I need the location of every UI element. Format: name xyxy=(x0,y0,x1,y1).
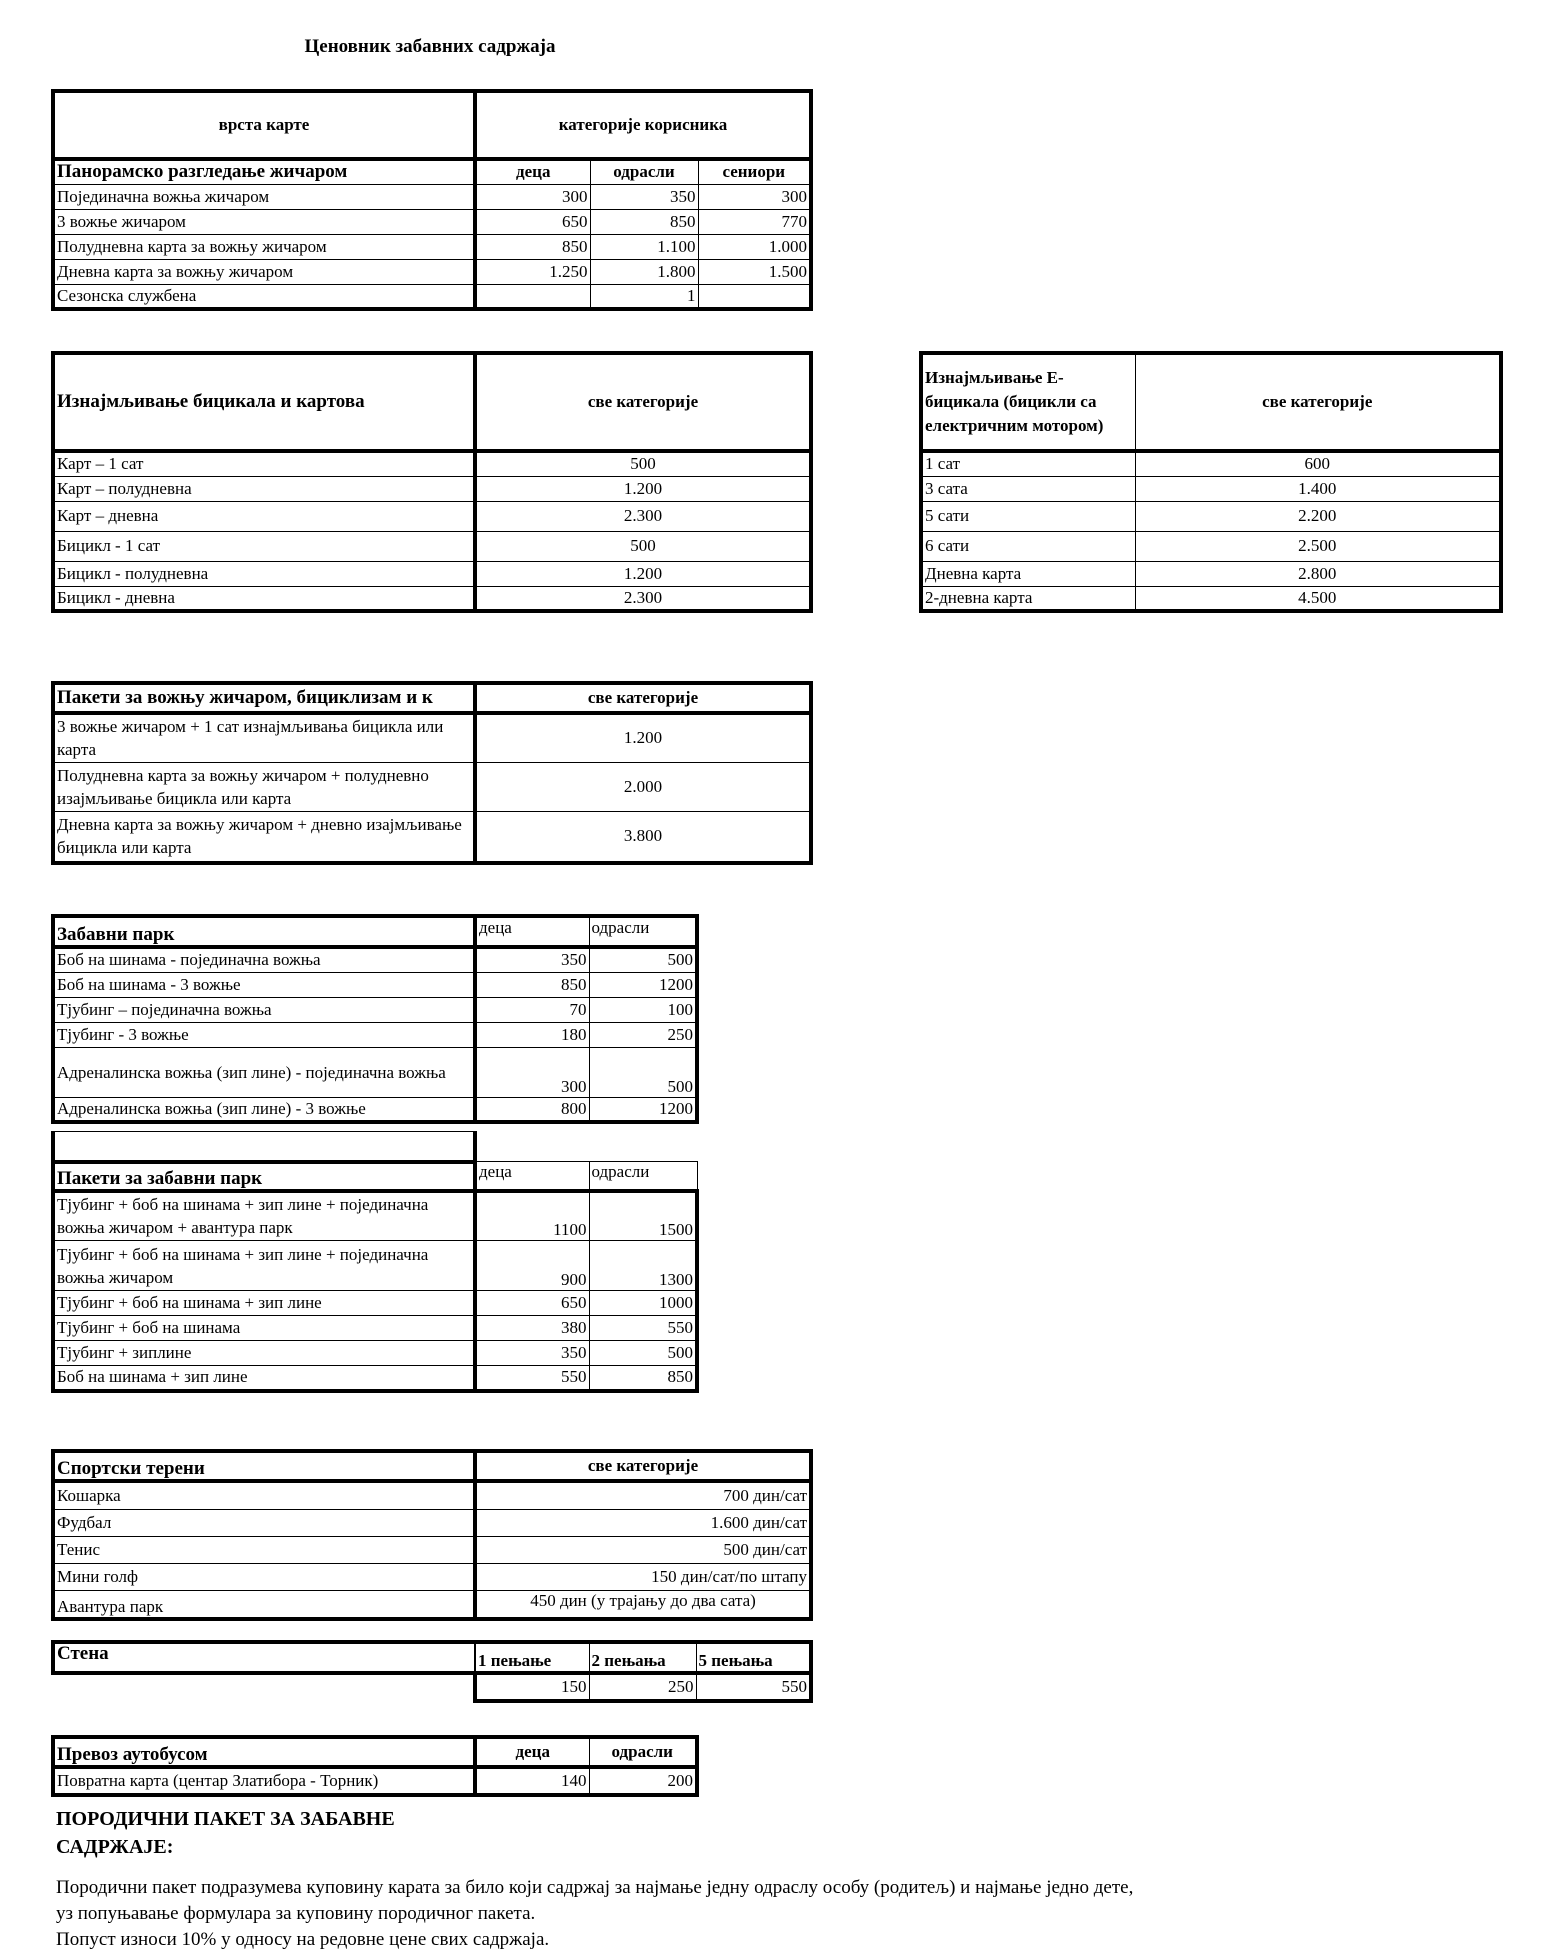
price-cell: 2.500 xyxy=(1135,531,1501,561)
price-cell: 1.800 xyxy=(590,259,698,284)
price-cell: 180 xyxy=(475,1022,589,1047)
price-cell: 380 xyxy=(475,1316,589,1341)
column-header: сениори xyxy=(698,159,811,184)
section-title: Стена xyxy=(53,1642,475,1673)
park-packages-table xyxy=(51,1131,699,1393)
section-title: Изнајмљивање бицикала и картова xyxy=(53,353,475,451)
row-label: Бицикл - дневна xyxy=(53,586,475,611)
section-title: Забавни парк xyxy=(53,916,475,947)
price-cell: 850 xyxy=(589,1366,697,1391)
column-header: одрасли xyxy=(589,1162,697,1191)
row-label: Карт – полудневна xyxy=(53,476,475,501)
column-header: 2 пењања xyxy=(589,1642,696,1673)
row-label: 6 сати xyxy=(921,531,1135,561)
price-cell: 770 xyxy=(698,209,811,234)
column-header: деца xyxy=(475,1162,589,1191)
price-cell: 1000 xyxy=(589,1291,697,1316)
spacer-cell xyxy=(53,1132,475,1162)
page-title: Ценовник забавних садржаја xyxy=(304,36,556,57)
combined-packages-table xyxy=(51,681,813,865)
price-cell: 4.500 xyxy=(1135,586,1501,611)
row-label: Повратна карта (центар Златибора - Торник) xyxy=(53,1767,475,1795)
row-label: Тјубинг + боб на шинама xyxy=(53,1316,475,1341)
row-label: Карт – дневна xyxy=(53,501,475,531)
row-label: Сезонска службена xyxy=(53,284,475,309)
row-label: Кошарка xyxy=(53,1481,475,1509)
price-cell: 200 xyxy=(589,1767,697,1795)
price-cell: 1.500 xyxy=(698,259,811,284)
price-cell: 1300 xyxy=(589,1241,697,1291)
row-label: Карт – 1 сат xyxy=(53,451,475,476)
price-cell: 1 xyxy=(590,284,698,309)
price-cell: 500 xyxy=(475,451,811,476)
price-cell: 500 xyxy=(589,1341,697,1366)
price-cell: 1.400 xyxy=(1135,476,1501,501)
column-header: одрасли xyxy=(589,916,697,947)
price-cell: 1.200 xyxy=(475,713,811,762)
price-cell: 900 xyxy=(475,1241,589,1291)
price-cell: 850 xyxy=(590,209,698,234)
column-header: све категорије xyxy=(1135,353,1501,451)
price-cell: 850 xyxy=(475,972,589,997)
row-label: Адреналинска вожња (зип лине) - појединачна вожња xyxy=(53,1047,475,1097)
price-cell: 1500 xyxy=(589,1191,697,1241)
price-cell: 1.200 xyxy=(475,561,811,586)
column-header: све категорије xyxy=(475,683,811,713)
row-label: Полудневна карта за вожњу жичаром xyxy=(53,234,475,259)
price-cell: 500 дин/сат xyxy=(475,1536,811,1563)
price-cell: 150 дин/сат/по штапу xyxy=(475,1563,811,1590)
column-header: одрасли xyxy=(590,159,698,184)
column-header: 5 пењања xyxy=(696,1642,811,1673)
row-label: 3 сата xyxy=(921,476,1135,501)
column-header: све категорије xyxy=(475,1451,811,1481)
row-label: Тјубинг + боб на шинама + зип лине xyxy=(53,1291,475,1316)
price-cell: 650 xyxy=(475,1291,589,1316)
row-label: Дневна карта за вожњу жичаром + дневно изајмљивање бицикла или карта xyxy=(53,811,475,863)
price-cell: 550 xyxy=(475,1366,589,1391)
price-cell: 1.000 xyxy=(698,234,811,259)
price-cell: 140 xyxy=(475,1767,589,1795)
price-cell: 1.250 xyxy=(475,259,590,284)
price-cell: 1.600 дин/сат xyxy=(475,1509,811,1536)
column-header: све категорије xyxy=(475,353,811,451)
column-header: деца xyxy=(475,1737,589,1767)
price-cell: 250 xyxy=(589,1022,697,1047)
price-cell: 1200 xyxy=(589,972,697,997)
price-cell: 300 xyxy=(475,1047,589,1097)
price-cell: 650 xyxy=(475,209,590,234)
price-cell: 500 xyxy=(589,1047,697,1097)
row-label: Дневна карта за вожњу жичаром xyxy=(53,259,475,284)
row-label: Боб на шинама - 3 вожње xyxy=(53,972,475,997)
row-label: 5 сати xyxy=(921,501,1135,531)
price-cell: 1.100 xyxy=(590,234,698,259)
bus-transport-table xyxy=(51,1735,699,1797)
price-cell: 850 xyxy=(475,234,590,259)
row-label: Дневна карта xyxy=(921,561,1135,586)
price-cell: 350 xyxy=(475,947,589,972)
row-label: Фудбал xyxy=(53,1509,475,1536)
family-package-text: Попуст износи 10% у односу на редовне цене свих садржаја. xyxy=(56,1929,550,1950)
row-label: Адреналинска вожња (зип лине) - 3 вожње xyxy=(53,1097,475,1122)
section-title: Спортски терени xyxy=(53,1451,475,1481)
column-header: деца xyxy=(475,159,590,184)
column-header: 1 пењање xyxy=(475,1642,589,1673)
column-header: одрасли xyxy=(589,1737,697,1767)
price-cell: 1200 xyxy=(589,1097,697,1122)
row-label: Тјубинг – појединачна вожња xyxy=(53,997,475,1022)
climbing-wall-table xyxy=(51,1640,813,1703)
price-cell: 2.200 xyxy=(1135,501,1501,531)
price-cell: 150 xyxy=(475,1673,589,1701)
price-cell: 3.800 xyxy=(475,811,811,863)
price-cell: 350 xyxy=(590,184,698,209)
row-label: Тјубинг + боб на шинама + зип лине + појединачна вожња жичаром + авантура парк xyxy=(53,1191,475,1241)
sports-fields-table xyxy=(51,1449,813,1621)
row-label: 3 вожње жичаром xyxy=(53,209,475,234)
section-title: Изнајмљивање Е-бицикала (бицикли са електричним мотором) xyxy=(921,353,1135,451)
cable-car-table xyxy=(51,89,813,311)
row-label: Мини голф xyxy=(53,1563,475,1590)
section-title: Пакети за вожњу жичаром, бициклизам и к xyxy=(53,683,475,713)
price-cell: 100 xyxy=(589,997,697,1022)
row-label: Бицикл - полудневна xyxy=(53,561,475,586)
section-title: Превоз аутобусом xyxy=(53,1737,475,1767)
family-package-text: Породични пакет подразумева куповину карата за било који садржај за најмање једну одраслу особу (родитељ) и најмање једно дете, xyxy=(56,1877,1134,1898)
row-label: Бицикл - 1 сат xyxy=(53,531,475,561)
section-title: Пакети за забавни парк xyxy=(53,1162,475,1191)
price-cell: 250 xyxy=(589,1673,696,1701)
price-cell: 300 xyxy=(698,184,811,209)
price-cell: 300 xyxy=(475,184,590,209)
row-label: Појединачна вожња жичаром xyxy=(53,184,475,209)
price-cell: 2.300 xyxy=(475,501,811,531)
family-package-text: уз попуњавање формулара за куповину породичног пакета. xyxy=(56,1903,536,1924)
price-cell: 550 xyxy=(589,1316,697,1341)
price-cell: 1100 xyxy=(475,1191,589,1241)
header-user-categories: категорије корисника xyxy=(475,91,811,159)
price-cell xyxy=(698,284,811,309)
price-cell: 350 xyxy=(475,1341,589,1366)
section-title: Панорамско разгледање жичаром xyxy=(53,159,475,184)
price-cell: 500 xyxy=(589,947,697,972)
row-label: Боб на шинама + зип лине xyxy=(53,1366,475,1391)
row-label: Тенис xyxy=(53,1536,475,1563)
header-ticket-type: врста карте xyxy=(53,91,475,159)
row-label: 3 вожње жичаром + 1 сат изнајмљивања бицикла или карта xyxy=(53,713,475,762)
row-label: 2-дневна карта xyxy=(921,586,1135,611)
price-cell: 2.800 xyxy=(1135,561,1501,586)
row-label: Тјубинг - 3 вожње xyxy=(53,1022,475,1047)
price-cell: 800 xyxy=(475,1097,589,1122)
spacer-cell xyxy=(475,1132,589,1162)
price-cell: 1.200 xyxy=(475,476,811,501)
price-cell: 550 xyxy=(696,1673,811,1701)
ebike-rental-table xyxy=(919,351,1503,613)
spacer-cell xyxy=(53,1673,475,1701)
price-cell: 600 xyxy=(1135,451,1501,476)
family-package-title: ПОРОДИЧНИ ПАКЕТ ЗА ЗАБАВНЕ САДРЖАЈЕ: xyxy=(56,1808,395,1858)
price-cell: 2.000 xyxy=(475,762,811,811)
amusement-park-table xyxy=(51,914,699,1124)
price-cell xyxy=(475,284,590,309)
price-cell: 450 дин (у трајању до два сата) xyxy=(475,1590,811,1619)
row-label: Боб на шинама - појединачна вожња xyxy=(53,947,475,972)
row-label: Тјубинг + боб на шинама + зип лине + појединачна вожња жичаром xyxy=(53,1241,475,1291)
row-label: Полудневна карта за вожњу жичаром + полудневно изајмљивање бицикла или карта xyxy=(53,762,475,811)
column-header: деца xyxy=(475,916,589,947)
row-label: Тјубинг + зиплине xyxy=(53,1341,475,1366)
price-cell: 700 дин/сат xyxy=(475,1481,811,1509)
row-label: 1 сат xyxy=(921,451,1135,476)
row-label: Авантура парк xyxy=(53,1590,475,1619)
spacer-cell xyxy=(589,1132,697,1162)
bike-kart-rental-table xyxy=(51,351,813,613)
price-cell: 2.300 xyxy=(475,586,811,611)
price-cell: 70 xyxy=(475,997,589,1022)
price-cell: 500 xyxy=(475,531,811,561)
